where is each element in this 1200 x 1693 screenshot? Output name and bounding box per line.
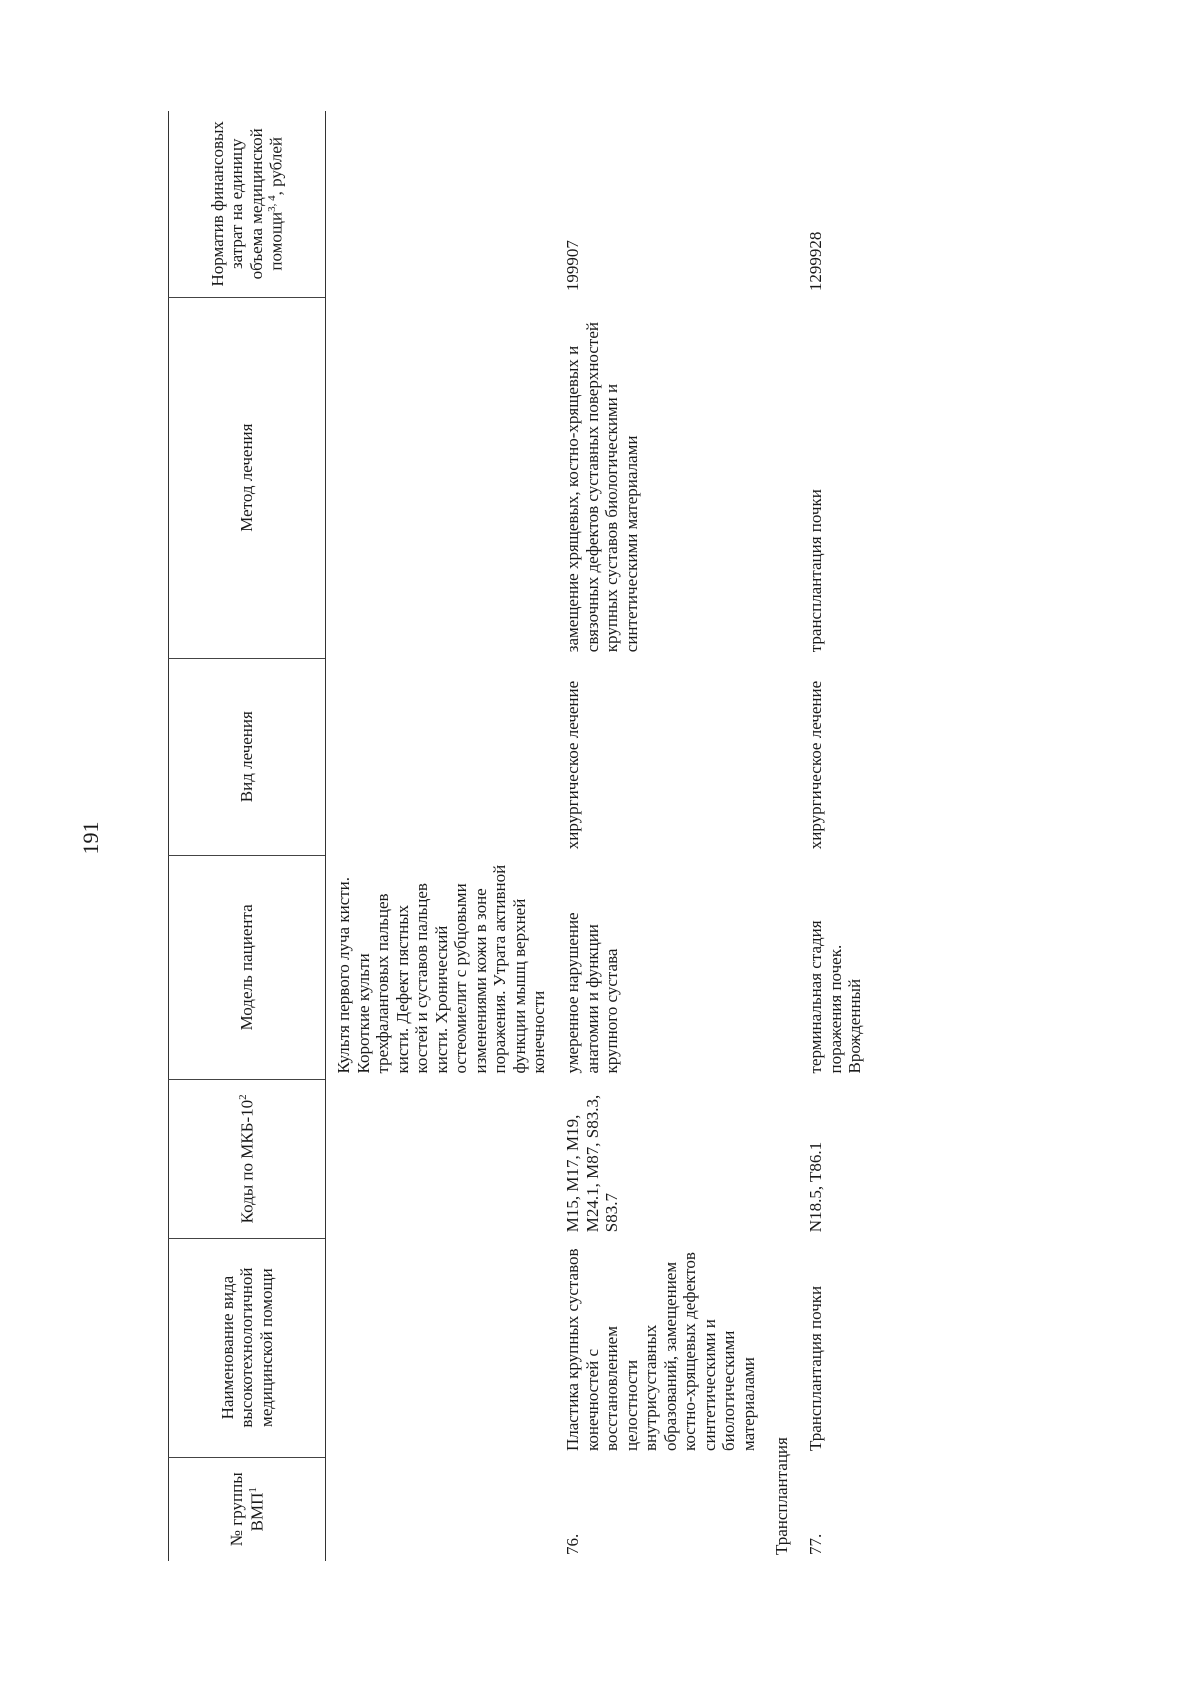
cell-name: Трансплантация почки	[806, 1285, 826, 1452]
header-treatment-method: Метод лечения	[169, 297, 326, 658]
header-name: Наименование вида высокотехнологичной медицинской помощи	[169, 1238, 326, 1457]
cell-cost: 199907	[563, 240, 583, 292]
cell-group-no: 76.	[563, 1533, 583, 1555]
cell-codes: M15, M17, M19, M24.1, M87, S83.3, S83.7	[563, 1094, 622, 1233]
vmp-table	[168, 111, 871, 1561]
cell-treatment-type: хирургическое лечение	[806, 680, 826, 850]
cell-group-no: 77.	[806, 1533, 826, 1555]
section-title: Трансплантация	[772, 1437, 792, 1555]
cell-name: Пластика крупных суставов конечностей с восстановлением целостности внутрисуставных образований, замещением костно-хрящевых дефектов синтетическими и биологическими материалами	[563, 1248, 758, 1452]
page-number: 191	[78, 821, 103, 855]
cell-codes: N18.5, T86.1	[806, 1141, 826, 1233]
header-codes: Коды по МКБ-$10^2$	[169, 1080, 326, 1239]
cell-treatment-method: замещение хрящевых, костно-хрящевых и связочных дефектов суставных поверхностей крупных суставов биологическими и синтетическими материалами	[563, 322, 641, 653]
cell-treatment-type: хирургическое лечение	[563, 680, 583, 850]
header-treatment-type: Вид лечения	[169, 658, 326, 855]
cell-cost: 1299928	[806, 231, 826, 292]
table-header	[169, 111, 326, 1561]
table-row	[555, 111, 764, 1561]
header-cost: Норматив финансовых затрат на единицу объема медицинской помощи$^{3, 4}$, рублей	[169, 111, 326, 297]
header-patient-model: Модель пациента	[169, 855, 326, 1079]
table-row	[798, 111, 871, 1561]
header-group-no: № группы ВМП$^1$	[169, 1457, 326, 1561]
cell-treatment-method: трансплантация почки	[806, 489, 826, 653]
cell-patient-model: умеренное нарушение анатомии и функции крупного сустава	[563, 912, 622, 1074]
cell-patient-model: терминальная стадия поражения почек. Врожденный	[806, 920, 865, 1074]
table-row	[326, 111, 556, 1561]
section-row	[764, 111, 798, 1561]
cell-patient-model: Культя первого луча кисти. Короткие культи трехфаланговых пальцев кисти. Дефект пястных костей и суставов пальцев кисти. Хронический остеомиелит с рубцовыми изменениями кожи в зоне поражения. Утрата активной функции мышц верхней конечности	[334, 864, 549, 1074]
